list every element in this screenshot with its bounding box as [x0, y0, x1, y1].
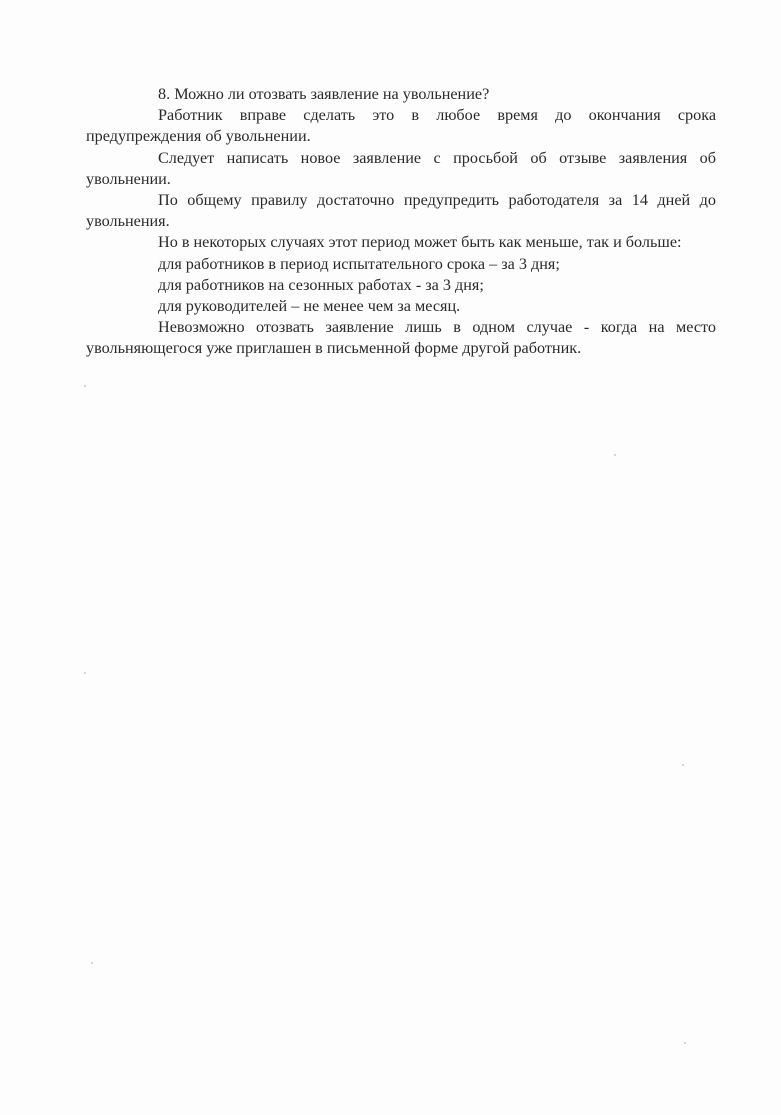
list-item-seasonal: для работников на сезонных работах - за 3 дня;	[158, 275, 484, 294]
paragraph-general-rule: По общему правилу достаточно предупредить работодателя за 14 дней до увольнения.	[86, 191, 716, 231]
paragraph-closing: Невозможно отозвать заявление лишь в одном случае - когда на место увольняющегося уже приглашен в письменной форме другой работник.	[86, 318, 716, 358]
list-item-managers: для руководителей – не менее чем за месяц.	[158, 297, 461, 316]
scan-speck	[84, 672, 86, 674]
paragraph-new-statement: Следует написать новое заявление с просьбой об отзыве заявления об увольнении.	[86, 148, 716, 188]
scan-speck	[682, 764, 684, 766]
question-heading: 8. Можно ли отозвать заявление на увольнение?	[158, 85, 490, 103]
scan-speck	[84, 385, 86, 387]
paragraph-employee-right: Работник вправе сделать это в любое время до окончания срока предупреждения об увольнении.	[86, 106, 716, 146]
document-body	[86, 84, 716, 360]
scan-speck	[91, 962, 93, 964]
paragraph-exceptions: Но в некоторых случаях этот период может быть как меньше, так и больше:	[158, 233, 682, 252]
scan-speck	[614, 454, 616, 456]
list-item-probation: для работников в период испытательного срока – за 3 дня;	[158, 254, 560, 273]
scan-speck	[684, 1042, 686, 1044]
